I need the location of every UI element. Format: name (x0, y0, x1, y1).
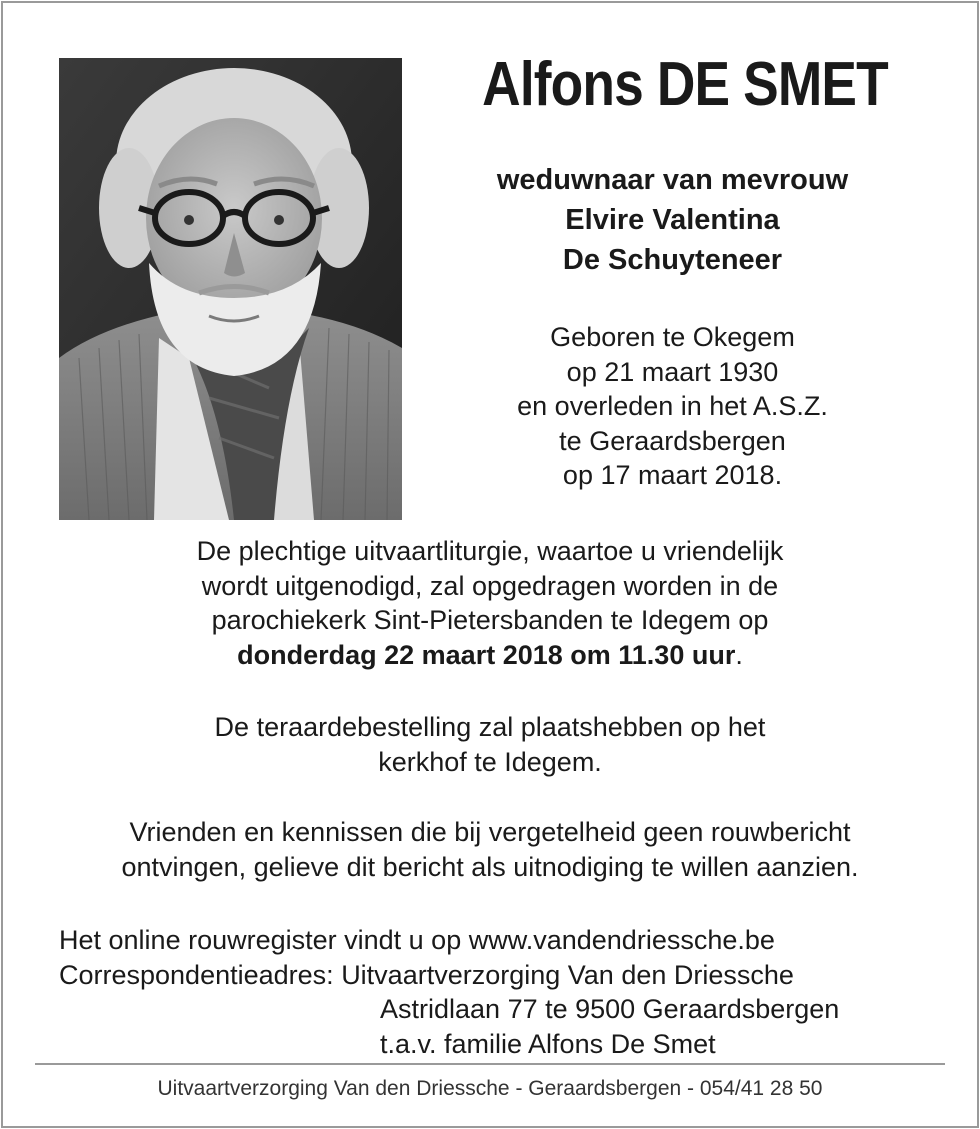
burial-line: De teraardebestelling zal plaatshebben op het (214, 712, 766, 742)
correspondence-address: t.a.v. familie Alfons De Smet (380, 1028, 716, 1059)
footer-divider (35, 1063, 945, 1065)
register-block (59, 923, 939, 1061)
birth-line: Geboren te Okegem (550, 322, 795, 352)
liturgy-date: donderdag 22 maart 2018 om 11.30 uur (237, 639, 736, 670)
death-line: te Geraardsbergen (559, 425, 786, 456)
correspondence-address: Uitvaartverzorging Van den Driessche (341, 959, 794, 990)
footer-text: Uitvaartverzorging Van den Driessche - Geraardsbergen - 054/41 28 50 (157, 1077, 823, 1100)
friends-line: Vrienden en kennissen die bij vergetelheid geen rouwbericht (129, 817, 851, 847)
portrait-photo (59, 58, 402, 520)
liturgy-paragraph (40, 534, 940, 672)
correspondence-address: Astridlaan 77 te 9500 Geraardsbergen (380, 994, 840, 1024)
spouse-block (420, 160, 925, 280)
portrait-illustration (59, 58, 402, 520)
spouse-line: Elvire Valentina (565, 204, 780, 236)
death-line: op 17 maart 2018. (562, 460, 783, 490)
liturgy-date-suffix: . (735, 639, 743, 670)
friends-paragraph (40, 815, 940, 884)
online-register-line: Het online rouwregister vindt u op www.vandendriessche.be (59, 925, 775, 955)
liturgy-line: parochiekerk Sint-Pietersbanden te Idegem op (211, 605, 769, 635)
liturgy-line: wordt uitgenodigd, zal opgedragen worden in de (201, 570, 779, 601)
liturgy-date-line (40, 638, 940, 673)
birth-line: op 21 maart 1930 (566, 356, 779, 387)
liturgy-line: De plechtige uitvaartliturgie, waartoe u vriendelijk (196, 536, 784, 566)
deceased-name: Alfons DE SMET (482, 50, 888, 119)
friends-line: ontvingen, gelieve dit bericht als uitnodiging te willen aanzien. (121, 851, 859, 882)
correspondence-label: Correspondentieadres: (59, 959, 334, 990)
birth-death-block (420, 320, 925, 493)
spouse-line: weduwnaar van mevrouw (496, 164, 849, 196)
correspondence-line (59, 958, 939, 993)
burial-line: kerkhof te Idegem. (378, 746, 602, 777)
death-line: en overleden in het A.S.Z. (517, 391, 828, 421)
burial-paragraph (40, 710, 940, 779)
spouse-line: De Schuyteneer (562, 244, 783, 276)
